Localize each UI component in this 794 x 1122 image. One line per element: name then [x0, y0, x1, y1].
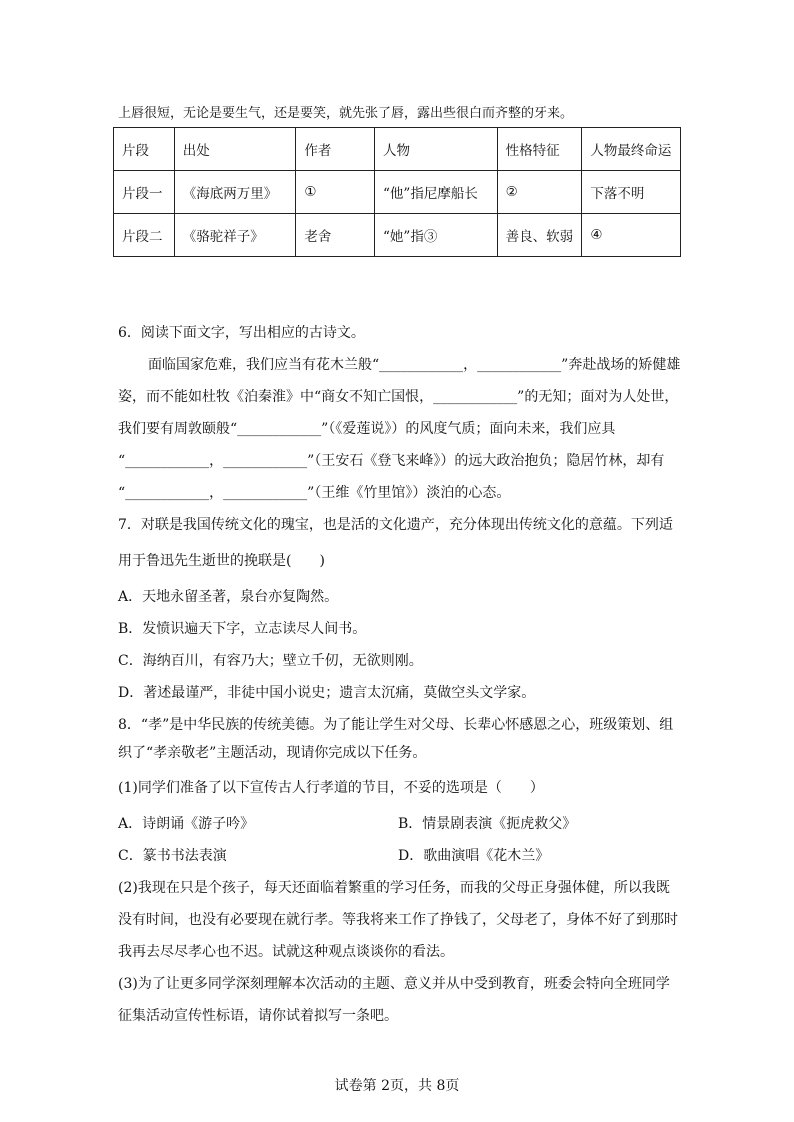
table-cell: “他”指尼摩船长 [375, 171, 498, 214]
q6-line: 姿，而不能如杜牧《泊秦淮》中“商女不知亡国恨，____________”的无知；面对为人处世， [118, 389, 679, 405]
info-table [113, 127, 681, 257]
q8-sub1-option: B．情景剧表演《扼虎救父》 [398, 816, 577, 832]
q7-stem: 用于鲁迅先生逝世的挽联是( ) [118, 553, 325, 569]
q6-line: “____________，____________”（王维《竹里馆》）淡泊的心态。 [118, 485, 511, 501]
table-cell: ④ [582, 214, 681, 257]
q7-option: A．天地永留圣著，泉台亦复陶然。 [118, 589, 339, 605]
table-header-cell: 作者 [296, 128, 375, 171]
table-cell: 老舍 [296, 214, 375, 257]
q7-option: D．著述最谨严，非徒中国小说史；遗言太沉痛，莫做空头文学家。 [118, 685, 536, 701]
table-header-cell: 人物 [375, 128, 498, 171]
q8-sub2-line: 我再去尽尽孝心也不迟。试就这种观点谈谈你的看法。 [118, 944, 454, 960]
table-cell: “她”指③ [375, 214, 498, 257]
table-cell: 片段二 [114, 214, 175, 257]
q8-sub1-option: A．诗朗诵《游子吟》 [118, 816, 255, 832]
page-footer: 试卷第 2页，共 8页 [334, 1078, 460, 1094]
table-row [114, 214, 681, 257]
q8-sub3-line: (3)为了让更多同学深刻理解本次活动的主题、意义并从中受到教育，班委会特向全班同学 [118, 976, 670, 992]
table-header-row [114, 128, 681, 171]
table-cell: 片段一 [114, 171, 175, 214]
q6-stem: 6．阅读下面文字，写出相应的古诗文。 [118, 325, 365, 341]
q6-line: 我们要有周敦颐般“____________”（《爱莲说》）的风度气质；面向未来，我们应具 [118, 421, 616, 437]
table-header-cell: 片段 [114, 128, 175, 171]
q8-sub2-line: 没有时间，也没有必要现在就行孝。等我将来工作了挣钱了，父母老了，身体不好了到那时 [118, 912, 678, 928]
q7-stem: 7．对联是我国传统文化的瑰宝，也是活的文化遗产，充分体现出传统文化的意蕴。下列适 [118, 517, 673, 533]
q8-stem: 8．“孝”是中华民族的传统美德。为了能让学生对父母、长辈心怀感恩之心，班级策划、组 [118, 717, 674, 733]
table-header-cell: 出处 [174, 128, 296, 171]
table-cell: 《海底两万里》 [174, 171, 296, 214]
table-cell: 《骆驼祥子》 [174, 214, 296, 257]
q8-sub2-line: (2)我现在只是个孩子，每天还面临着繁重的学习任务，而我的父母正身强体健，所以我既 [118, 880, 670, 896]
table-row [114, 171, 681, 214]
table-cell: 下落不明 [582, 171, 681, 214]
intro-line: 上唇很短，无论是要生气，还是要笑，就先张了唇，露出些很白而齐整的牙来。 [118, 106, 574, 121]
q7-option: B．发愤识遍天下字，立志读尽人间书。 [118, 621, 367, 637]
table-cell: ② [497, 171, 582, 214]
table-cell: ① [296, 171, 375, 214]
q8-sub1-option: D．歌曲演唱《花木兰》 [398, 848, 550, 864]
q8-sub3-line: 征集活动宣传性标语，请你试着拟写一条吧。 [118, 1008, 398, 1024]
q8-sub1-option: C．篆书书法表演 [118, 848, 227, 864]
table-header-cell: 人物最终命运 [582, 128, 681, 171]
q6-line: 面临国家危难，我们应当有花木兰般“____________，____________”奔赴战场的矫健雄 [148, 357, 681, 373]
table-header-cell: 性格特征 [497, 128, 582, 171]
q8-sub1-stem: (1)同学们准备了以下宣传古人行孝道的节目，不妥的选项是（ ） [118, 780, 544, 796]
q7-option: C．海纳百川，有容乃大；壁立千仞，无欲则刚。 [118, 653, 423, 669]
q8-stem: 织了“孝亲敬老”主题活动，现请你完成以下任务。 [118, 745, 427, 761]
q6-line: “____________，____________”（王安石《登飞来峰》）的远大政治抱负；隐居竹林，却有 [118, 453, 665, 469]
table-cell: 善良、软弱 [497, 214, 582, 257]
